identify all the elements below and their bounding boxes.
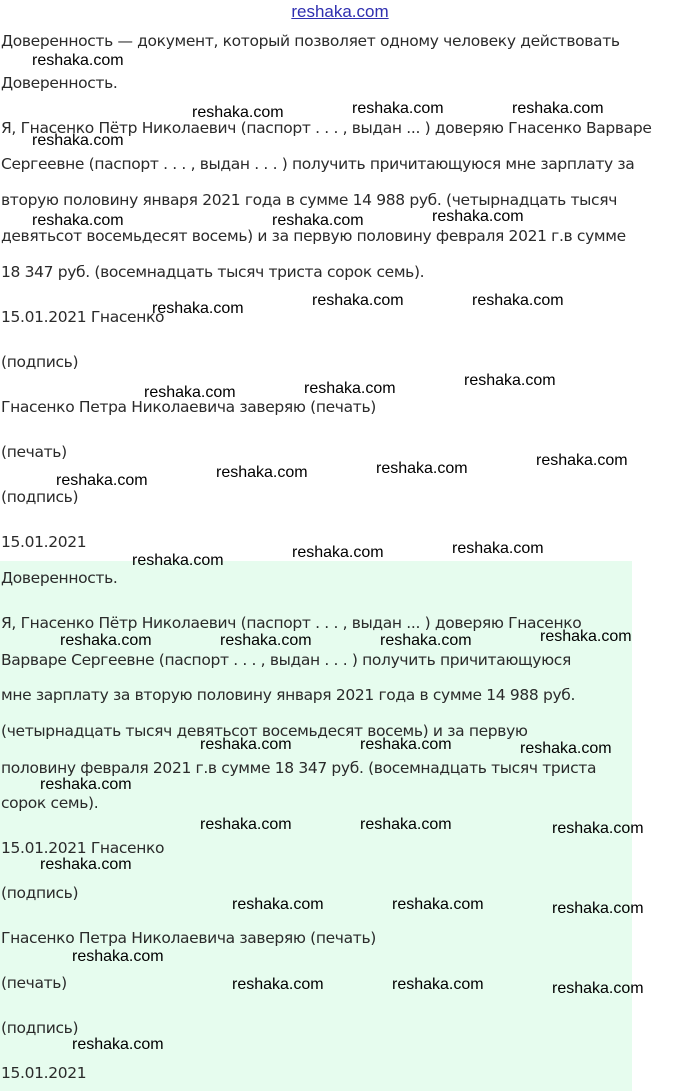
signature-label: (подпись) (1, 353, 79, 371)
site-link[interactable]: reshaka.com (291, 2, 389, 21)
watermark: reshaka.com (360, 736, 452, 753)
watermark: reshaka.com (200, 816, 292, 833)
doc-line: (четырнадцать тысяч девятьсот восемьдесят восемь) и за первую (1, 722, 528, 740)
watermark: reshaka.com (360, 816, 452, 833)
watermark: reshaka.com (220, 632, 312, 649)
doc-line: Сергеевне (паспорт . . . , выдан . . . ) получить причитающуюся мне зарплату за (1, 155, 635, 173)
watermark: reshaka.com (512, 100, 604, 117)
watermark: reshaka.com (32, 132, 124, 149)
doc-line: Я, Гнасенко Пётр Николаевич (паспорт . . . , выдан ... ) доверяю Гнасенко Варваре (1, 119, 652, 137)
watermark: reshaka.com (72, 1036, 164, 1053)
watermark: reshaka.com (272, 212, 364, 229)
watermark: reshaka.com (60, 632, 152, 649)
certification-line: Гнасенко Петра Николаевича заверяю (печать) (1, 398, 376, 416)
watermark: reshaka.com (152, 300, 244, 317)
watermark: reshaka.com (292, 544, 384, 561)
doc-line: вторую половину января 2021 года в сумме 14 988 руб. (четырнадцать тысяч (1, 191, 618, 209)
site-header (0, 0, 680, 24)
watermark: reshaka.com (376, 460, 468, 477)
watermark: reshaka.com (552, 820, 644, 837)
watermark: reshaka.com (452, 540, 544, 557)
watermark: reshaka.com (392, 976, 484, 993)
watermark: reshaka.com (312, 292, 404, 309)
doc-line: Я, Гнасенко Пётр Николаевич (паспорт . . . , выдан ... ) доверяю Гнасенко (1, 614, 582, 632)
date-signature-line: 15.01.2021 Гнасенко (1, 839, 165, 857)
watermark: reshaka.com (536, 452, 628, 469)
watermark: reshaka.com (232, 896, 324, 913)
watermark: reshaka.com (40, 776, 132, 793)
watermark: reshaka.com (392, 896, 484, 913)
doc-line: половину февраля 2021 г.в сумме 18 347 руб. (восемнадцать тысяч триста (1, 759, 597, 777)
watermark: reshaka.com (192, 104, 284, 121)
intro-text: Доверенность — документ, который позволяет одному человеку действовать (1, 32, 620, 50)
doc-title: Доверенность. (1, 569, 118, 587)
watermark: reshaka.com (56, 472, 148, 489)
signature-label: (подпись) (1, 488, 79, 506)
watermark: reshaka.com (464, 372, 556, 389)
doc-line: 18 347 руб. (восемнадцать тысяч триста сорок семь). (1, 263, 425, 281)
doc-line: девятьсот восемьдесят восемь) и за первую половину февраля 2021 г.в сумме (1, 227, 626, 245)
watermark: reshaka.com (304, 380, 396, 397)
stamp-label: (печать) (1, 974, 67, 992)
doc-title: Доверенность. (1, 74, 118, 92)
watermark: reshaka.com (200, 736, 292, 753)
watermark: reshaka.com (540, 628, 632, 645)
watermark: reshaka.com (32, 212, 124, 229)
watermark: reshaka.com (32, 52, 124, 69)
signature-label: (подпись) (1, 1019, 79, 1037)
watermark: reshaka.com (40, 856, 132, 873)
watermark: reshaka.com (352, 100, 444, 117)
date-signature-line: 15.01.2021 Гнасенко (1, 308, 165, 326)
watermark: reshaka.com (432, 208, 524, 225)
certification-line: Гнасенко Петра Николаевича заверяю (печать) (1, 929, 376, 947)
watermark: reshaka.com (144, 384, 236, 401)
highlighted-answer-box (0, 561, 632, 1091)
stamp-label: (печать) (1, 443, 67, 461)
watermark: reshaka.com (72, 948, 164, 965)
date-line: 15.01.2021 (1, 533, 87, 551)
watermark: reshaka.com (380, 632, 472, 649)
watermark: reshaka.com (216, 464, 308, 481)
watermark: reshaka.com (232, 976, 324, 993)
doc-line: мне зарплату за вторую половину января 2021 года в сумме 14 988 руб. (1, 686, 576, 704)
watermark: reshaka.com (472, 292, 564, 309)
watermark: reshaka.com (552, 900, 644, 917)
doc-line: Варваре Сергеевне (паспорт . . . , выдан . . . ) получить причитающуюся (1, 651, 571, 669)
date-line: 15.01.2021 (1, 1064, 87, 1082)
watermark: reshaka.com (132, 552, 224, 569)
doc-line: сорок семь). (1, 794, 99, 812)
watermark: reshaka.com (552, 980, 644, 997)
watermark: reshaka.com (520, 740, 612, 757)
signature-label: (подпись) (1, 884, 79, 902)
